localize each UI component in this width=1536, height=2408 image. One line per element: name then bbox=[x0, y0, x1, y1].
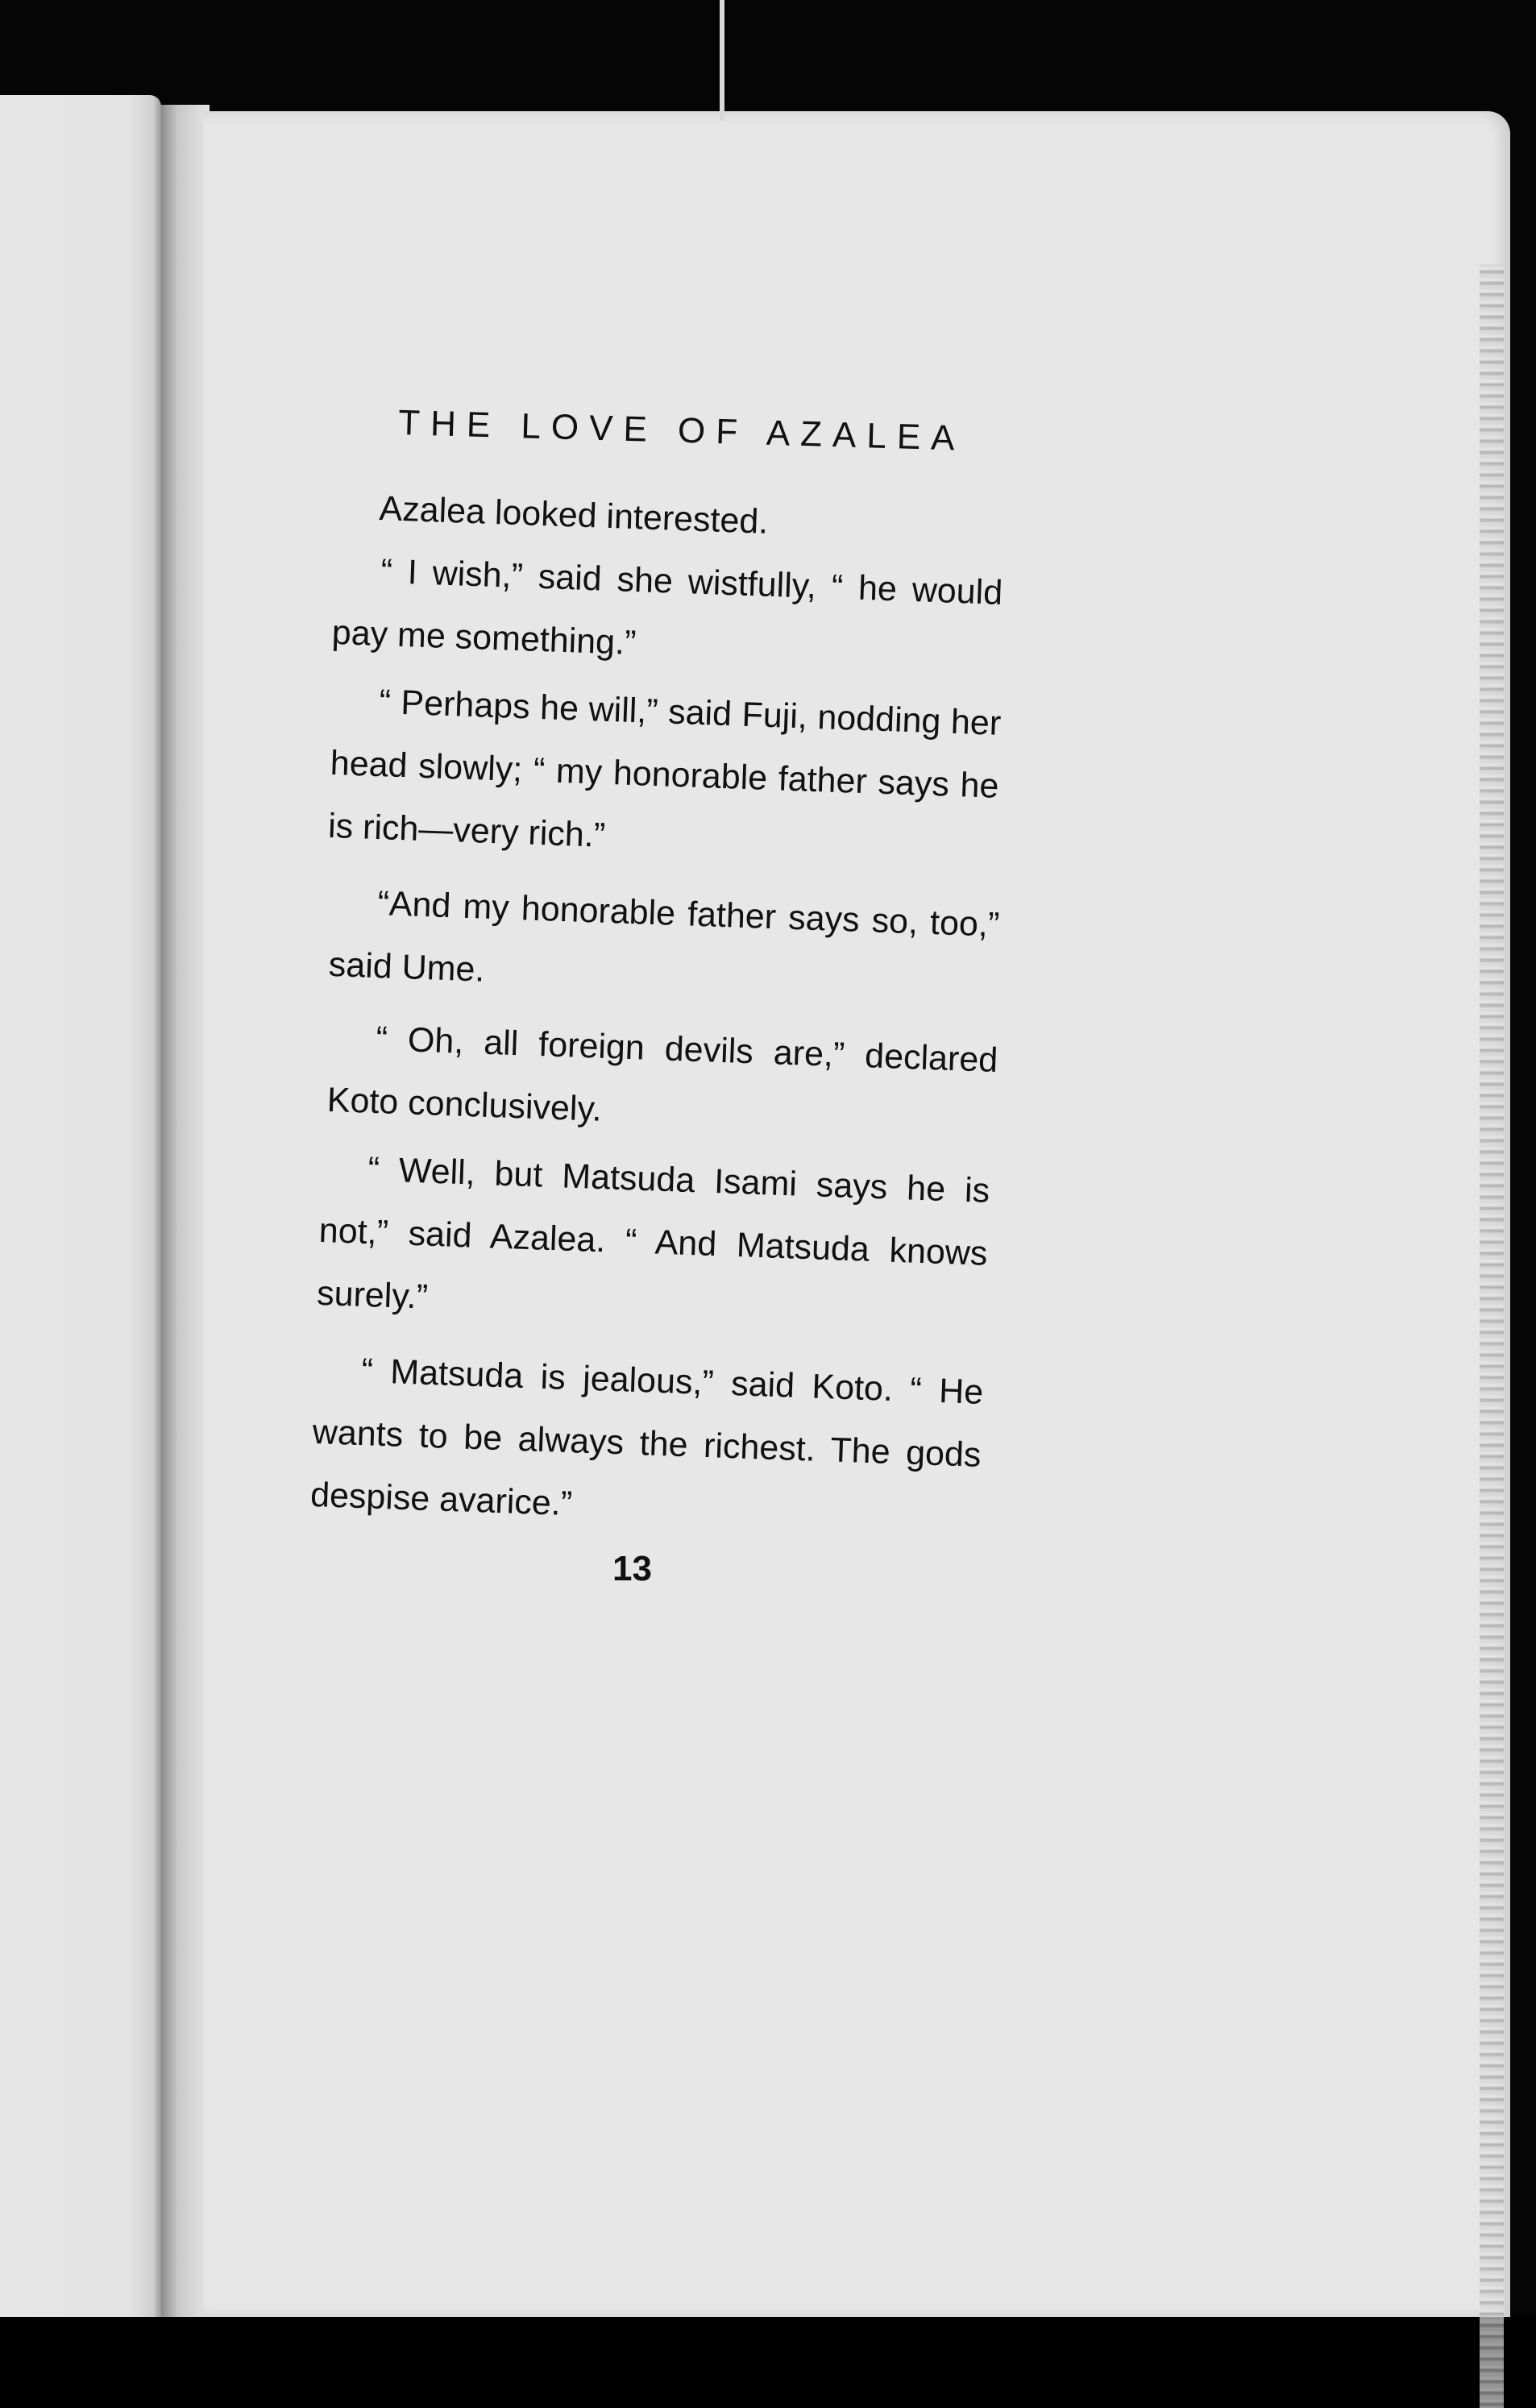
paragraph-4: “And my honorable father says so, too,” said Ume. bbox=[328, 884, 1000, 990]
paragraph-3: “ Perhaps he will,” said Fuji, nodding her head slowly; “ my honorable father says he is rich—very rich.” bbox=[327, 683, 1002, 855]
running-head: THE LOVE OF AZALEA bbox=[397, 403, 966, 459]
paragraph-7: “ Matsuda is jealous,” said Koto. “ He wants to be always the richest. The gods despise avarice.” bbox=[309, 1351, 984, 1524]
paragraph-5: “ Oh, all foreign devils are,” declared Koto conclusively. bbox=[326, 1019, 998, 1129]
paragraph-6: “ Well, but Matsuda Isami says he is not,” said Azalea. “ And Matsuda knows surely.” bbox=[316, 1150, 990, 1317]
paragraph-1: Azalea looked interested. bbox=[378, 488, 770, 542]
page-number: 13 bbox=[612, 1549, 652, 1588]
paragraph-2: “ I wish,” said she wistfully, “ he would pay me something.” bbox=[331, 552, 1003, 663]
